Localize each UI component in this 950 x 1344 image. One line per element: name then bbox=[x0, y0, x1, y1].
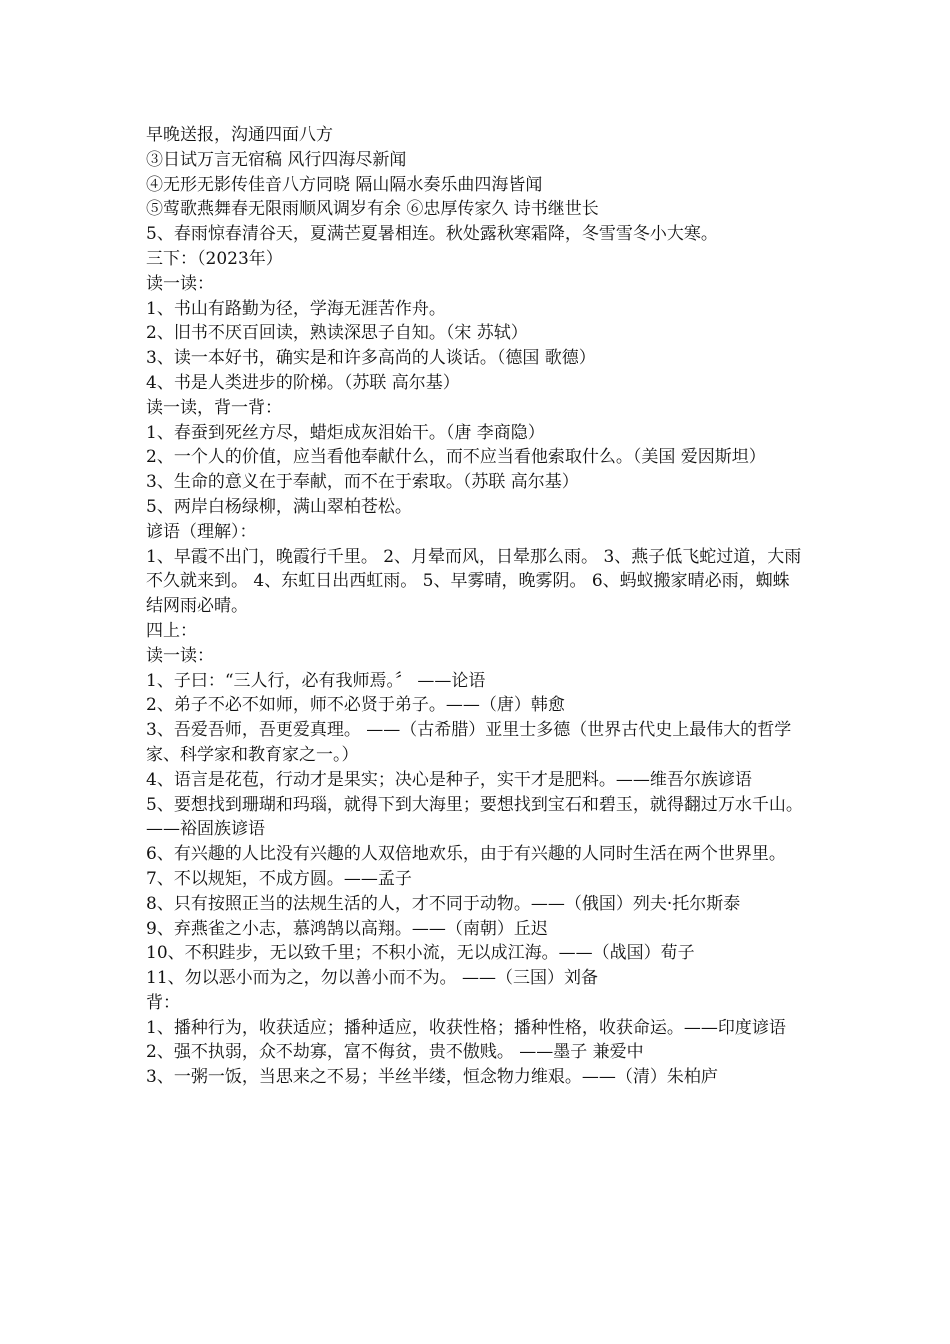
text-line: 3、吾爱吾师，吾更爱真理。 ——（古希腊）亚里士多德（世界古代史上最伟大的哲学家、科学家和教育家之一。） bbox=[146, 720, 792, 765]
text-line: 9、弃燕雀之小志，慕鸿鹄以高翔。——（南朝）丘迟 bbox=[146, 918, 548, 939]
subheading: 谚语（理解）： bbox=[146, 521, 257, 542]
text-line: 6、有兴趣的人比没有兴趣的人双倍地欢乐，由于有兴趣的人同时生活在两个世界里。 bbox=[146, 844, 786, 865]
text-line: 5、两岸白杨绿柳，满山翠柏苍松。 bbox=[146, 496, 412, 517]
text-line: 1、子曰：“三人行，必有我师焉。〞 ——论语 bbox=[146, 670, 486, 691]
text-line: ④无形无影传佳音八方同晓 隔山隔水奏乐曲四海皆闻 bbox=[146, 174, 543, 195]
text-line: 1、播种行为，收获适应；播种适应，收获性格；播种性格，收获命运。——印度谚语 bbox=[146, 1017, 786, 1038]
text-line: 2、强不执弱，众不劫寡，富不侮贫，贵不傲贱。 ——墨子 兼爱中 bbox=[146, 1042, 644, 1063]
section-heading: 四上： bbox=[146, 620, 197, 641]
text-line: 1、书山有路勤为径，学海无涯苦作舟。 bbox=[146, 298, 446, 319]
subheading: 读一读： bbox=[146, 273, 214, 294]
subheading: 读一读： bbox=[146, 645, 214, 666]
text-line: 3、一粥一饭，当思来之不易；半丝半缕，恒念物力维艰。——（清）朱柏庐 bbox=[146, 1067, 718, 1088]
text-line: ⑤莺歌燕舞春无限雨顺风调岁有余 ⑥忠厚传家久 诗书继世长 bbox=[146, 199, 599, 220]
text-line: 7、不以规矩，不成方圆。——孟子 bbox=[146, 868, 412, 889]
text-line: 3、生命的意义在于奉献，而不在于索取。（苏联 高尔基） bbox=[146, 472, 579, 493]
text-line: 2、一个人的价值，应当看他奉献什么，而不应当看他索取什么。（美国 爱因斯坦） bbox=[146, 447, 766, 468]
text-line: 1、春蚕到死丝方尽，蜡炬成灰泪始干。（唐 李商隐） bbox=[146, 422, 545, 443]
text-line: 3、读一本好书，确实是和许多高尚的人谈话。（德国 歌德） bbox=[146, 348, 596, 369]
text-line: 2、弟子不必不如师，师不必贤于弟子。——（唐）韩愈 bbox=[146, 695, 565, 716]
subheading: 读一读，背一背： bbox=[146, 397, 282, 418]
text-line: ③日试万言无宿稿 风行四海尽新闻 bbox=[146, 149, 407, 170]
section-heading: 三下：（2023年） bbox=[146, 248, 283, 269]
text-line: 早晚送报，沟通四面八方 bbox=[146, 125, 333, 145]
text-line: 11、勿以恶小而为之，勿以善小而不为。 ——（三国）刘备 bbox=[146, 968, 599, 989]
text-line: 4、书是人类进步的阶梯。（苏联 高尔基） bbox=[146, 372, 460, 393]
text-line: 1、早霞不出门，晚霞行千里。 2、月晕而风，日晕那么雨。 3、燕子低飞蛇过道，大雨不久就来到。 4、东虹日出西虹雨。 5、早雾晴，晚雾阴。 6、蚂蚁搬家晴必雨，蜘蛛结网雨必晴。 bbox=[146, 546, 802, 617]
subheading: 背： bbox=[146, 992, 180, 1013]
document-body bbox=[146, 123, 806, 1090]
text-line: 5、春雨惊春清谷天，夏满芒夏暑相连。秋处露秋寒霜降，冬雪雪冬小大寒。 bbox=[146, 224, 718, 245]
text-line: 10、不积跬步，无以致千里；不积小流，无以成江海。——（战国）荀子 bbox=[146, 943, 695, 964]
text-line: 5、要想找到珊瑚和玛瑙，就得下到大海里；要想找到宝石和碧玉，就得翻过万水千山。——裕固族谚语 bbox=[146, 794, 803, 840]
text-line: 8、只有按照正当的法规生活的人，才不同于动物。——（俄国）列夫·托尔斯泰 bbox=[146, 893, 741, 914]
text-line: 4、语言是花苞，行动才是果实；决心是种子，实干才是肥料。——维吾尔族谚语 bbox=[146, 769, 752, 790]
text-line: 2、旧书不厌百回读，熟读深思子自知。（宋 苏轼） bbox=[146, 323, 528, 344]
